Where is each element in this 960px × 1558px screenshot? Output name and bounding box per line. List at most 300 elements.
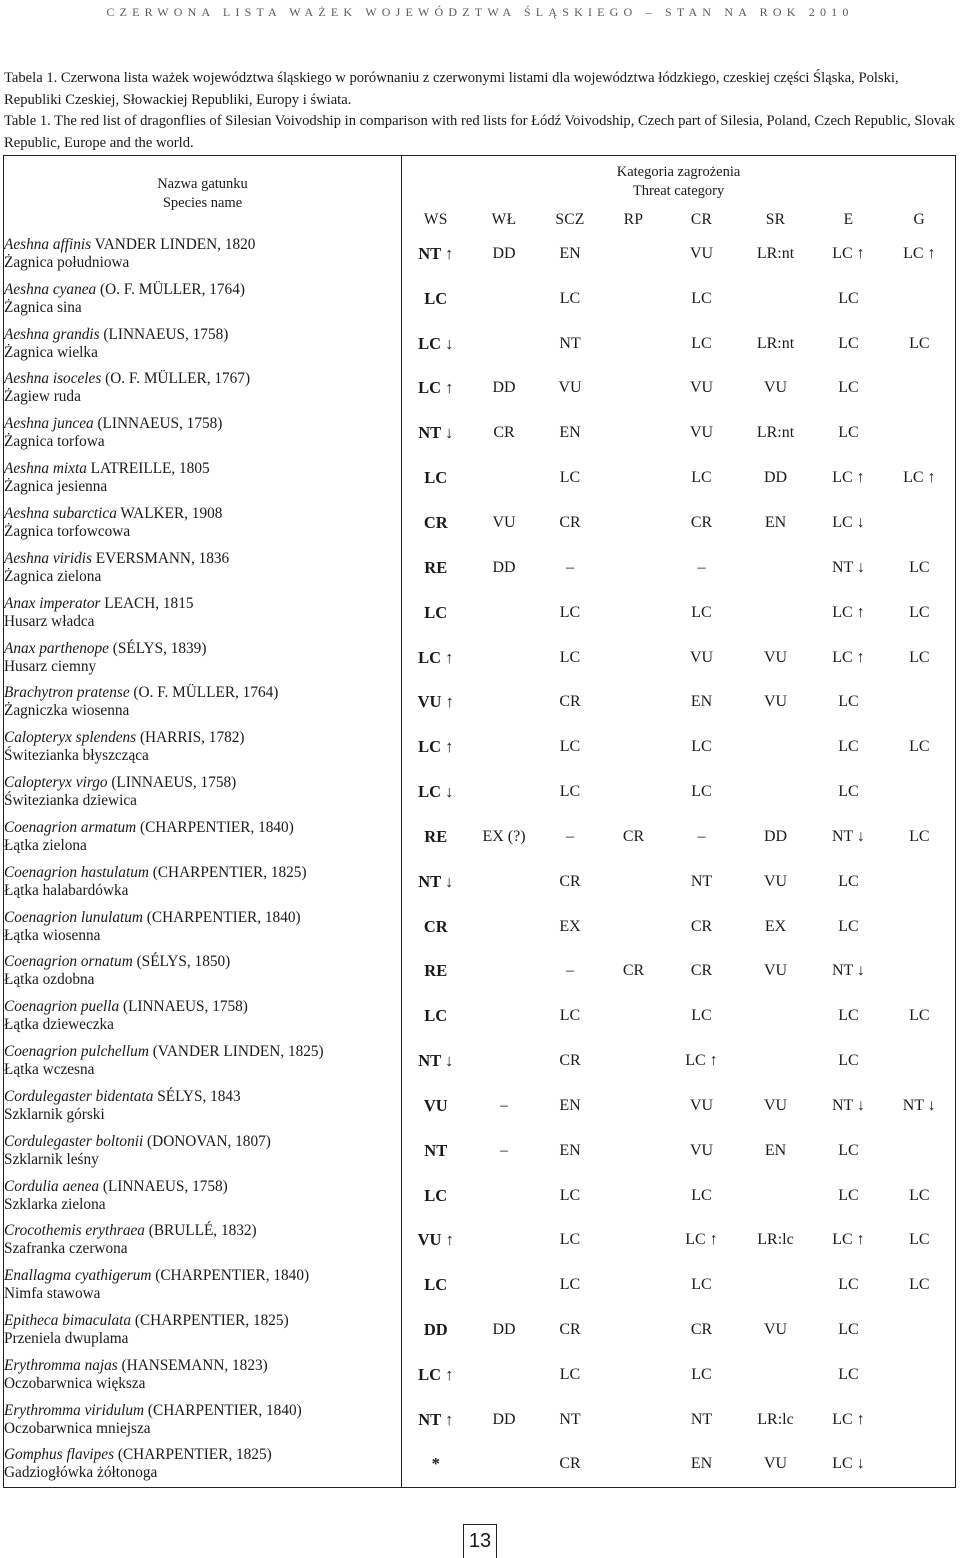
category-cell-scz: CR (559, 1321, 581, 1339)
category-cell-scz: EX (559, 917, 581, 935)
table-row (4, 1128, 956, 1173)
category-cell-wł (470, 770, 539, 815)
category-cell-ws: RE (424, 557, 448, 577)
species-latin-name: Coenagrion lunulatum (4, 908, 143, 926)
category-cell-sr: VU (763, 1321, 788, 1339)
species-latin-name: Aeshna affinis (4, 235, 92, 253)
species-latin-name: Coenagrion hastulatum (4, 863, 149, 881)
column-header-wł: WŁ (491, 210, 517, 228)
species-latin-name: Calopteryx virgo (4, 774, 108, 792)
species-latin-name: Anax parthenope (4, 639, 109, 657)
species-polish-name: Szklarka zielona (4, 1195, 106, 1213)
category-cell-g: LC (909, 1231, 930, 1249)
category-cell-sr (738, 1263, 814, 1308)
category-cell-scz: LC (559, 1186, 581, 1204)
species-latin-name: Aeshna subarctica (4, 504, 117, 522)
category-cell-ws: RE (424, 826, 448, 846)
category-cell-wł: EX (?) (482, 827, 526, 845)
category-cell-e: NT ↓ (831, 1096, 866, 1114)
species-latin-name: Enallagma cyathigerum (4, 1267, 152, 1285)
species-latin-name: Cordulia aenea (4, 1177, 100, 1195)
table-row (4, 276, 956, 321)
category-cell-cr: NT (690, 1410, 713, 1428)
category-cell-g: LC (909, 603, 930, 621)
category-cell-rp (602, 904, 666, 949)
category-cell-cr: CR (690, 513, 713, 531)
category-cell-cr: CR (690, 1321, 713, 1339)
category-cell-wł (470, 994, 539, 1039)
species-author: WALKER, 1908 (116, 504, 223, 522)
category-cell-e: LC (838, 1007, 859, 1025)
category-cell-sr (738, 1173, 814, 1218)
species-scientific-name (4, 909, 401, 927)
category-cell-ws: LC ↓ (418, 782, 454, 802)
category-cell-wł (470, 456, 539, 501)
table-row (4, 680, 956, 725)
species-polish-name: Husarz ciemny (4, 657, 97, 675)
category-cell-e: LC ↑ (832, 603, 865, 621)
species-latin-name: Coenagrion ornatum (4, 953, 133, 971)
category-cell-rp (602, 232, 666, 277)
table-row (4, 1397, 956, 1442)
category-cell-cr: CR (690, 917, 713, 935)
category-cell-scz: LC (559, 469, 581, 487)
category-cell-scz: LC (559, 603, 581, 621)
category-cell-ws: VU ↑ (417, 1230, 454, 1250)
category-cell-sr: DD (763, 469, 788, 487)
category-cell-cr: VU (689, 1141, 714, 1159)
table-row (4, 1353, 956, 1398)
category-cell-cr: VU (689, 244, 714, 262)
category-cell-g (884, 1039, 956, 1084)
category-cell-scz: LC (559, 1366, 581, 1384)
table-row (4, 1308, 956, 1353)
category-cell-wł (470, 1218, 539, 1263)
species-scientific-name (4, 1446, 401, 1464)
category-cell-rp (602, 1308, 666, 1353)
category-cell-cr: LC (691, 1276, 712, 1294)
category-cell-rp: CR (622, 962, 645, 980)
category-cell-ws: VU ↑ (417, 692, 454, 712)
species-polish-name: Łątka zielona (4, 836, 87, 854)
category-cell-e: LC ↓ (832, 1455, 865, 1473)
species-polish-name: Nimfa stawowa (4, 1285, 101, 1303)
species-scientific-name (4, 1088, 401, 1106)
species-cell (4, 1084, 402, 1129)
category-cell-ws: NT ↓ (418, 1051, 454, 1071)
category-cell-cr: LC (691, 469, 712, 487)
running-header: CZERWONA LISTA WAŻEK WOJEWÓDZTWA ŚLĄSKIEGO – STAN NA ROK 2010 (106, 5, 854, 19)
caption-polish: Tabela 1. Czerwona lista ważek województwa śląskiego w porównaniu z czerwonymi listami dla województwa łódzkiego, czeskiej części Śląska, Polski, Republiki Czeskiej, Słowackiej Republiki, Europy i świata. (4, 70, 899, 108)
species-scientific-name (4, 281, 401, 299)
page-number: 13 (468, 1530, 492, 1552)
category-cell-ws: LC (424, 1275, 448, 1295)
category-cell-scz: – (566, 962, 574, 980)
category-cell-rp (602, 1173, 666, 1218)
species-cell (4, 1397, 402, 1442)
species-cell (4, 725, 402, 770)
species-latin-name: Aeshna grandis (4, 325, 100, 343)
category-cell-wł (470, 1039, 539, 1084)
category-cell-ws: LC ↓ (418, 333, 454, 353)
species-author: (LINNAEUS, 1758) (107, 774, 237, 792)
category-cell-rp (602, 1353, 666, 1398)
category-cell-g: LC (909, 1276, 930, 1294)
species-scientific-name (4, 1402, 401, 1420)
category-cell-wł: DD (492, 1321, 516, 1339)
category-cell-wł: VU (492, 513, 516, 531)
table-row (4, 904, 956, 949)
species-polish-name: Łątka dzieweczka (4, 1016, 114, 1034)
species-scientific-name (4, 1222, 401, 1240)
species-author: (VANDER LINDEN, 1825) (148, 1043, 324, 1061)
species-polish-name: Żagnica wielka (4, 343, 98, 361)
category-cell-scz: CR (559, 872, 581, 890)
species-cell (4, 456, 402, 501)
category-cell-e: LC (838, 334, 859, 352)
species-cell (4, 1353, 402, 1398)
table-row (4, 635, 956, 680)
category-cell-e: LC ↑ (832, 1410, 865, 1428)
category-cell-ws: NT ↓ (418, 423, 454, 443)
category-cell-scz: CR (559, 1455, 581, 1473)
species-cell (4, 814, 402, 859)
category-cell-wł: DD (492, 558, 516, 576)
category-cell-e: NT ↓ (831, 962, 866, 980)
column-header-g: G (913, 210, 926, 228)
category-cell-rp (602, 1039, 666, 1084)
species-polish-name: Żagnica torfowcowa (4, 522, 131, 540)
species-polish-name: Szafranka czerwona (4, 1240, 128, 1258)
species-polish-name: Żagnica południowa (4, 253, 130, 271)
species-latin-name: Coenagrion armatum (4, 818, 137, 836)
species-cell (4, 590, 402, 635)
table-row (4, 1173, 956, 1218)
species-author: (O. F. MÜLLER, 1767) (101, 370, 251, 388)
table-row (4, 366, 956, 411)
species-scientific-name (4, 729, 401, 747)
category-cell-rp (602, 635, 666, 680)
species-latin-name: Erythromma najas (4, 1357, 118, 1375)
category-cell-scz: NT (559, 334, 581, 352)
species-cell (4, 321, 402, 366)
category-cell-rp (602, 680, 666, 725)
species-cell (4, 501, 402, 546)
category-cell-sr: VU (763, 693, 788, 711)
table-row (4, 1442, 956, 1487)
category-cell-e: LC (838, 379, 859, 397)
species-latin-name: Calopteryx splendens (4, 729, 137, 747)
category-cell-ws: LC (424, 1006, 448, 1026)
category-cell-rp (602, 725, 666, 770)
species-cell (4, 994, 402, 1039)
category-cell-g (884, 949, 956, 994)
species-scientific-name (4, 415, 401, 433)
species-name-header-en: Species name (162, 194, 243, 211)
species-author: (CHARPENTIER, 1840) (142, 908, 301, 926)
column-header-scz: SCZ (555, 210, 585, 228)
category-cell-rp (602, 1263, 666, 1308)
species-name-header (4, 156, 402, 232)
category-cell-wł: DD (492, 1410, 516, 1428)
species-author: EVERSMANN, 1836 (91, 549, 230, 567)
category-cell-scz: LC (559, 1007, 581, 1025)
table-row (4, 232, 956, 277)
category-cell-scz: – (566, 827, 574, 845)
category-cell-wł: CR (493, 424, 515, 442)
species-author: (O. F. MÜLLER, 1764) (129, 684, 279, 702)
species-author: (LINNAEUS, 1758) (93, 415, 223, 433)
category-cell-ws: LC ↑ (418, 737, 454, 757)
species-polish-name: Świtezianka dziewica (4, 792, 137, 810)
category-cell-ws: CR (423, 512, 448, 532)
category-cell-sr: LR:nt (756, 334, 795, 352)
column-header-cr: CR (690, 210, 713, 228)
threat-category-header (402, 156, 956, 208)
category-cell-g (884, 1308, 956, 1353)
species-author: (SÉLYS, 1839) (108, 639, 207, 657)
category-cell-e: LC (838, 424, 859, 442)
species-cell (4, 366, 402, 411)
category-cell-ws: NT (424, 1140, 448, 1160)
species-author: (CHARPENTIER, 1840) (144, 1401, 302, 1419)
category-cell-cr: LC (691, 289, 712, 307)
category-cell-scz: LC (559, 1231, 581, 1249)
caption-english: Table 1. The red list of dragonflies of Silesian Voivodship in comparison with red lists for Łódź Voivodship, Czech part of Silesia, Poland, Czech Republic, Slovak Republic, Europe and the world. (4, 113, 955, 151)
category-cell-ws: NT ↑ (418, 243, 454, 263)
category-cell-g (884, 501, 956, 546)
category-cell-ws: LC (424, 1185, 448, 1205)
species-cell (4, 1308, 402, 1353)
species-author: (LINNAEUS, 1758) (119, 998, 248, 1016)
species-scientific-name (4, 326, 401, 344)
category-cell-g (884, 1128, 956, 1173)
category-cell-scz: EN (559, 1096, 581, 1114)
category-cell-ws: RE (424, 961, 448, 981)
category-cell-rp (602, 1084, 666, 1129)
table-row (4, 321, 956, 366)
category-cell-ws: LC ↑ (418, 378, 454, 398)
category-cell-wł: – (500, 1141, 508, 1159)
category-cell-rp (602, 411, 666, 456)
category-cell-e: NT ↓ (831, 827, 866, 845)
species-scientific-name (4, 640, 401, 658)
category-cell-g: NT ↓ (902, 1096, 936, 1114)
category-cell-wł (470, 1263, 539, 1308)
table-row (4, 1039, 956, 1084)
category-cell-e: LC ↑ (832, 1231, 865, 1249)
column-header-sr: SR (765, 210, 786, 228)
species-latin-name: Aeshna isoceles (4, 370, 102, 388)
category-cell-rp (602, 994, 666, 1039)
species-author: (LINNAEUS, 1758) (99, 1177, 228, 1195)
category-cell-cr: VU (689, 1096, 714, 1114)
category-cell-ws: LC (424, 602, 448, 622)
species-scientific-name (4, 1267, 401, 1285)
category-cell-sr: EN (764, 1141, 787, 1159)
category-cell-rp (602, 590, 666, 635)
table-row (4, 725, 956, 770)
category-cell-sr (738, 276, 814, 321)
category-cell-cr: VU (689, 379, 714, 397)
category-cell-rp (602, 276, 666, 321)
table-row (4, 1218, 956, 1263)
category-cell-sr (738, 1039, 814, 1084)
category-cell-ws: NT ↓ (418, 871, 454, 891)
category-cell-wł (470, 859, 539, 904)
species-author: (CHARPENTIER, 1825) (131, 1312, 289, 1330)
category-cell-e: LC ↓ (832, 513, 865, 531)
category-cell-sr: VU (763, 379, 788, 397)
category-cell-rp (602, 1218, 666, 1263)
column-header-ws: WS (423, 210, 448, 228)
category-cell-scz: LC (559, 1276, 581, 1294)
category-cell-g (884, 1397, 956, 1442)
species-cell (4, 680, 402, 725)
species-latin-name: Cordulegaster bidentata (4, 1087, 154, 1105)
category-cell-g (884, 770, 956, 815)
species-author: (CHARPENTIER, 1840) (151, 1267, 310, 1285)
category-cell-scz: LC (559, 648, 581, 666)
species-polish-name: Oczobarwnica mniejsza (4, 1419, 151, 1437)
category-cell-rp (602, 859, 666, 904)
species-cell (4, 770, 402, 815)
species-scientific-name (4, 595, 401, 613)
category-cell-sr: VU (763, 648, 788, 666)
category-cell-cr: LC (691, 334, 712, 352)
species-latin-name: Anax imperator (4, 594, 101, 612)
category-cell-wł (470, 1173, 539, 1218)
species-cell (4, 949, 402, 994)
table-row (4, 411, 956, 456)
category-cell-g (884, 366, 956, 411)
table-row (4, 545, 956, 590)
category-cell-cr: – (697, 558, 706, 576)
species-name-header-pl: Nazwa gatunku (157, 175, 248, 192)
category-cell-g (884, 680, 956, 725)
category-cell-wł (470, 680, 539, 725)
category-cell-scz: LC (559, 783, 581, 801)
species-cell (4, 1263, 402, 1308)
category-cell-g: LC (909, 648, 930, 666)
species-cell (4, 1442, 402, 1487)
category-cell-scz: LC (559, 738, 581, 756)
table-caption (4, 68, 956, 154)
species-latin-name: Crocothemis erythraea (4, 1222, 145, 1240)
species-polish-name: Żagniczka wiosenna (4, 702, 130, 720)
category-cell-cr: EN (690, 693, 713, 711)
category-cell-g: LC ↑ (903, 469, 936, 487)
category-cell-wł (470, 590, 539, 635)
species-author: (BRULLÉ, 1832) (144, 1222, 257, 1240)
species-author: SÉLYS, 1843 (153, 1087, 241, 1105)
category-cell-cr: LC (691, 1186, 712, 1204)
category-cell-g: LC (909, 738, 930, 756)
column-header-e: E (843, 210, 854, 228)
category-cell-rp (602, 1397, 666, 1442)
category-cell-sr: VU (763, 872, 788, 890)
category-cell-cr: LC ↑ (685, 1231, 718, 1249)
category-cell-sr (738, 590, 814, 635)
category-cell-rp: CR (622, 827, 645, 845)
category-cell-sr (738, 770, 814, 815)
species-latin-name: Cordulegaster boltonii (4, 1132, 144, 1150)
category-cell-g (884, 859, 956, 904)
red-list-table (3, 155, 956, 1488)
category-cell-e: LC (838, 1321, 859, 1339)
species-latin-name: Aeshna cyanea (4, 280, 97, 298)
category-cell-e: LC (838, 1052, 859, 1070)
species-scientific-name (4, 370, 401, 388)
category-cell-rp (602, 321, 666, 366)
species-cell (4, 276, 402, 321)
species-latin-name: Brachytron pratense (4, 684, 130, 702)
species-cell (4, 904, 402, 949)
category-cell-sr: LR:nt (756, 244, 795, 262)
category-cell-sr: DD (763, 827, 788, 845)
category-cell-ws: * (431, 1454, 440, 1474)
category-cell-ws: VU (423, 1095, 448, 1115)
category-cell-wł: DD (492, 379, 516, 397)
species-polish-name: Świtezianka błyszcząca (4, 747, 149, 765)
category-cell-scz: EN (559, 244, 581, 262)
species-scientific-name (4, 684, 401, 702)
species-polish-name: Łątka ozdobna (4, 971, 95, 989)
category-cell-e: LC (838, 289, 859, 307)
species-author: (SÉLYS, 1850) (132, 953, 231, 971)
category-cell-cr: LC (691, 1366, 712, 1384)
category-cell-scz: CR (559, 693, 581, 711)
threat-category-header-en: Threat category (632, 182, 725, 199)
table-row (4, 456, 956, 501)
table-row (4, 770, 956, 815)
species-latin-name: Coenagrion pulchellum (4, 1043, 149, 1061)
category-cell-g: LC (909, 827, 930, 845)
category-cell-g: LC (909, 558, 930, 576)
category-cell-sr (738, 545, 814, 590)
species-latin-name: Epitheca bimaculata (4, 1312, 132, 1330)
category-cell-sr (738, 725, 814, 770)
category-cell-g: LC ↑ (903, 244, 936, 262)
category-cell-scz: LC (559, 289, 581, 307)
species-polish-name: Żagnica torfowa (4, 433, 105, 451)
species-author: (HARRIS, 1782) (136, 729, 245, 747)
category-cell-sr: EX (764, 917, 787, 935)
category-cell-e: LC ↑ (832, 648, 865, 666)
category-cell-cr: LC ↑ (685, 1052, 718, 1070)
species-polish-name: Żagnica sina (4, 298, 82, 316)
table-row (4, 1084, 956, 1129)
category-cell-e: LC (838, 872, 859, 890)
category-cell-sr (738, 1353, 814, 1398)
species-scientific-name (4, 819, 401, 837)
species-polish-name: Husarz władca (4, 612, 95, 630)
species-cell (4, 635, 402, 680)
species-scientific-name (4, 774, 401, 792)
category-cell-ws: DD (423, 1320, 448, 1340)
category-cell-sr: VU (763, 1455, 788, 1473)
category-cell-e: LC (838, 1276, 859, 1294)
category-cell-e: LC (838, 917, 859, 935)
species-cell (4, 545, 402, 590)
table-row (4, 1263, 956, 1308)
category-cell-ws: CR (423, 916, 448, 936)
species-author: (DONOVAN, 1807) (143, 1132, 271, 1150)
column-header-rp: RP (623, 210, 644, 228)
category-cell-e: NT ↓ (831, 558, 866, 576)
category-cell-sr: EN (764, 513, 787, 531)
category-cell-sr: LR:lc (757, 1231, 794, 1249)
